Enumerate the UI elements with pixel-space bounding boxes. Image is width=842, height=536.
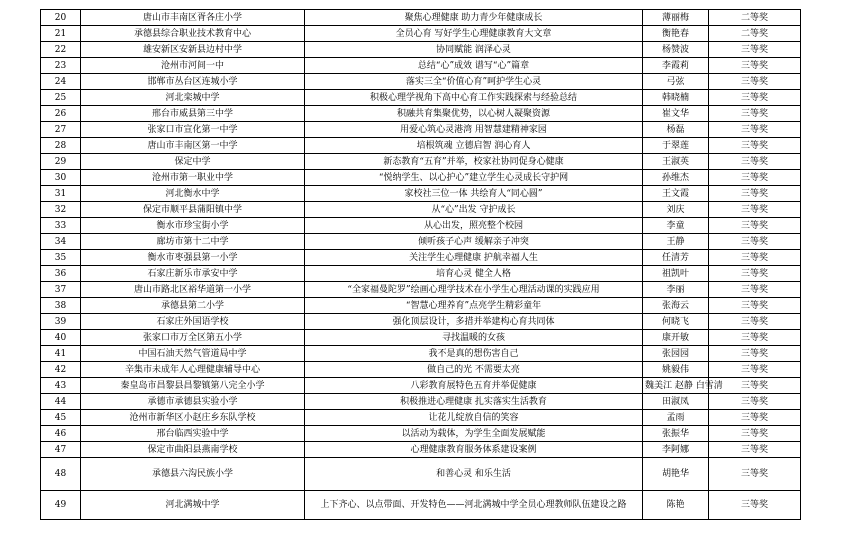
case-title-cell: “悦纳学生、以心护心”建立学生心灵成长守护网	[305, 170, 643, 186]
award-table	[40, 9, 801, 520]
school-cell: 石家庄新乐市承安中学	[81, 266, 305, 282]
row-number-cell: 48	[41, 458, 81, 491]
award-level-cell: 三等奖	[709, 346, 801, 362]
author-cell: 王静	[643, 234, 709, 250]
author-cell: 杨赞波	[643, 42, 709, 58]
row-number-cell: 37	[41, 282, 81, 298]
school-cell: 河北栾城中学	[81, 90, 305, 106]
school-cell: 唐山市路北区裕华道第一小学	[81, 282, 305, 298]
author-cell: 姚毅伟	[643, 362, 709, 378]
case-title-cell: 心理健康教育服务体系建设案例	[305, 442, 643, 458]
author-cell: 田淑凤	[643, 394, 709, 410]
table-row	[41, 170, 801, 186]
case-title-cell: 培根筑魂 立德启智 润心育人	[305, 138, 643, 154]
award-level-cell: 三等奖	[709, 442, 801, 458]
case-title-cell: 和善心灵 和乐生活	[305, 458, 643, 491]
school-cell: 衡水市枣强县第一小学	[81, 250, 305, 266]
author-cell: 杨磊	[643, 122, 709, 138]
row-number-cell: 34	[41, 234, 81, 250]
row-number-cell: 30	[41, 170, 81, 186]
school-cell: 张家口市宣化第一中学	[81, 122, 305, 138]
case-title-cell: 做自己的光 不需要太亮	[305, 362, 643, 378]
author-cell: 李霞莉	[643, 58, 709, 74]
case-title-cell: 从心出发，照亮整个校园	[305, 218, 643, 234]
table-row	[41, 282, 801, 298]
award-level-cell: 三等奖	[709, 42, 801, 58]
author-cell: 王文霞	[643, 186, 709, 202]
table-row	[41, 266, 801, 282]
author-cell: 任清芳	[643, 250, 709, 266]
table-row	[41, 491, 801, 520]
case-title-cell: 上下齐心、以点带面、开发特色——河北满城中学全员心理教师队伍建设之路	[305, 491, 643, 520]
award-level-cell: 二等奖	[709, 26, 801, 42]
author-cell: 魏美江 赵静 白雪清	[643, 378, 709, 394]
school-cell: 廊坊市第十二中学	[81, 234, 305, 250]
author-cell: 李童	[643, 218, 709, 234]
school-cell: 秦皇岛市昌黎县昌黎镇第八完全小学	[81, 378, 305, 394]
award-level-cell: 三等奖	[709, 170, 801, 186]
row-number-cell: 22	[41, 42, 81, 58]
row-number-cell: 28	[41, 138, 81, 154]
author-cell: 张海云	[643, 298, 709, 314]
case-title-cell: “智慧心理养育”点亮学生精彩童年	[305, 298, 643, 314]
row-number-cell: 45	[41, 410, 81, 426]
school-cell: 沧州市第一职业中学	[81, 170, 305, 186]
case-title-cell: 全员心育 写好学生心理健康教育大文章	[305, 26, 643, 42]
school-cell: 唐山市丰南区第一中学	[81, 138, 305, 154]
case-title-cell: 强化顶层设计，多措并举建构心育共同体	[305, 314, 643, 330]
award-level-cell: 三等奖	[709, 250, 801, 266]
table-row	[41, 298, 801, 314]
award-level-cell: 三等奖	[709, 202, 801, 218]
award-level-cell: 三等奖	[709, 298, 801, 314]
author-cell: 薄丽梅	[643, 10, 709, 26]
row-number-cell: 40	[41, 330, 81, 346]
case-title-cell: 倾听孩子心声 缓解亲子冲突	[305, 234, 643, 250]
table-row	[41, 26, 801, 42]
school-cell: 邯郸市丛台区连城小学	[81, 74, 305, 90]
school-cell: 张家口市万全区第五小学	[81, 330, 305, 346]
table-row	[41, 234, 801, 250]
table-row	[41, 458, 801, 491]
author-cell: 胡艳华	[643, 458, 709, 491]
row-number-cell: 24	[41, 74, 81, 90]
school-cell: 中国石油天然气管道局中学	[81, 346, 305, 362]
school-cell: 石家庄外国语学校	[81, 314, 305, 330]
row-number-cell: 32	[41, 202, 81, 218]
table-row	[41, 138, 801, 154]
school-cell: 唐山市丰南区胥各庄小学	[81, 10, 305, 26]
case-title-cell: 新态教育“五育”并举，校家社协同促身心健康	[305, 154, 643, 170]
author-cell: 张园园	[643, 346, 709, 362]
author-cell: 于翠莲	[643, 138, 709, 154]
school-cell: 衡水市珍宝街小学	[81, 218, 305, 234]
award-table-body	[41, 10, 801, 520]
award-level-cell: 三等奖	[709, 314, 801, 330]
author-cell: 陈艳	[643, 491, 709, 520]
row-number-cell: 38	[41, 298, 81, 314]
school-cell: 承德县第二小学	[81, 298, 305, 314]
case-title-cell: 家校社三位一体 共绘育人“同心圆”	[305, 186, 643, 202]
award-level-cell: 三等奖	[709, 378, 801, 394]
school-cell: 承德县综合职业技术教育中心	[81, 26, 305, 42]
author-cell: 祖凯叶	[643, 266, 709, 282]
row-number-cell: 35	[41, 250, 81, 266]
award-level-cell: 三等奖	[709, 90, 801, 106]
table-row	[41, 10, 801, 26]
author-cell: 弓弦	[643, 74, 709, 90]
author-cell: 康开敏	[643, 330, 709, 346]
award-level-cell: 三等奖	[709, 74, 801, 90]
table-row	[41, 106, 801, 122]
row-number-cell: 39	[41, 314, 81, 330]
author-cell: 崔文华	[643, 106, 709, 122]
author-cell: 王淑英	[643, 154, 709, 170]
school-cell: 承德市承德县实验小学	[81, 394, 305, 410]
case-title-cell: 总结“心”成效 谱写“心”篇章	[305, 58, 643, 74]
table-row	[41, 346, 801, 362]
school-cell: 河北衡水中学	[81, 186, 305, 202]
author-cell: 孙维杰	[643, 170, 709, 186]
row-number-cell: 21	[41, 26, 81, 42]
award-level-cell: 三等奖	[709, 234, 801, 250]
award-level-cell: 三等奖	[709, 394, 801, 410]
table-row	[41, 378, 801, 394]
case-title-cell: 我不是真的想伤害自己	[305, 346, 643, 362]
author-cell: 刘庆	[643, 202, 709, 218]
case-title-cell: 让花儿绽放自信的笑容	[305, 410, 643, 426]
school-cell: 承德县六沟民族小学	[81, 458, 305, 491]
case-title-cell: 以活动为载体，为学生全面发展赋能	[305, 426, 643, 442]
case-title-cell: 八彩教育展特色五育并举促健康	[305, 378, 643, 394]
table-row	[41, 330, 801, 346]
school-cell: 保定市顺平县蒲阳镇中学	[81, 202, 305, 218]
case-title-cell: 积极心理学视角下高中心育工作实践探索与经验总结	[305, 90, 643, 106]
row-number-cell: 20	[41, 10, 81, 26]
row-number-cell: 36	[41, 266, 81, 282]
award-list-sheet	[40, 9, 801, 520]
award-level-cell: 三等奖	[709, 218, 801, 234]
author-cell: 李丽	[643, 282, 709, 298]
award-level-cell: 三等奖	[709, 491, 801, 520]
row-number-cell: 26	[41, 106, 81, 122]
table-row	[41, 186, 801, 202]
school-cell: 沧州市河间一中	[81, 58, 305, 74]
case-title-cell: 关注学生心理健康 护航幸福人生	[305, 250, 643, 266]
award-level-cell: 三等奖	[709, 266, 801, 282]
award-level-cell: 三等奖	[709, 186, 801, 202]
award-level-cell: 三等奖	[709, 122, 801, 138]
award-level-cell: 三等奖	[709, 330, 801, 346]
case-title-cell: 积极推进心理健康 扎实落实生活教育	[305, 394, 643, 410]
row-number-cell: 27	[41, 122, 81, 138]
row-number-cell: 41	[41, 346, 81, 362]
author-cell: 何晓飞	[643, 314, 709, 330]
school-cell: 邢台临西实验中学	[81, 426, 305, 442]
table-row	[41, 122, 801, 138]
school-cell: 保定中学	[81, 154, 305, 170]
school-cell: 雄安新区安新县边村中学	[81, 42, 305, 58]
row-number-cell: 29	[41, 154, 81, 170]
row-number-cell: 23	[41, 58, 81, 74]
table-row	[41, 250, 801, 266]
table-row	[41, 74, 801, 90]
row-number-cell: 25	[41, 90, 81, 106]
school-cell: 辛集市未成年人心理健康辅导中心	[81, 362, 305, 378]
award-level-cell: 三等奖	[709, 154, 801, 170]
award-level-cell: 三等奖	[709, 426, 801, 442]
table-row	[41, 202, 801, 218]
award-level-cell: 三等奖	[709, 138, 801, 154]
case-title-cell: 从“心”出发 守护成长	[305, 202, 643, 218]
table-row	[41, 154, 801, 170]
case-title-cell: 用爱心筑心灵港湾 用智慧建精神家园	[305, 122, 643, 138]
award-level-cell: 三等奖	[709, 106, 801, 122]
author-cell: 衡艳春	[643, 26, 709, 42]
table-row	[41, 426, 801, 442]
row-number-cell: 42	[41, 362, 81, 378]
case-title-cell: 培育心灵 健全人格	[305, 266, 643, 282]
award-level-cell: 三等奖	[709, 410, 801, 426]
table-row	[41, 314, 801, 330]
author-cell: 孟雨	[643, 410, 709, 426]
table-row	[41, 58, 801, 74]
school-cell: 邢台市威县第三中学	[81, 106, 305, 122]
table-row	[41, 218, 801, 234]
school-cell: 保定市曲阳县燕南学校	[81, 442, 305, 458]
table-row	[41, 362, 801, 378]
row-number-cell: 49	[41, 491, 81, 520]
author-cell: 韩晓楠	[643, 90, 709, 106]
award-level-cell: 三等奖	[709, 458, 801, 491]
school-cell: 沧州市新华区小赵庄乡东队学校	[81, 410, 305, 426]
case-title-cell: “全家福曼陀罗”绘画心理学技术在小学生心理活动课的实践应用	[305, 282, 643, 298]
school-cell: 河北满城中学	[81, 491, 305, 520]
row-number-cell: 31	[41, 186, 81, 202]
award-level-cell: 三等奖	[709, 282, 801, 298]
table-row	[41, 42, 801, 58]
award-level-cell: 三等奖	[709, 58, 801, 74]
row-number-cell: 43	[41, 378, 81, 394]
table-row	[41, 442, 801, 458]
author-cell: 李阿娜	[643, 442, 709, 458]
case-title-cell: 寻找温暖的女孩	[305, 330, 643, 346]
case-title-cell: 落实三全“价值心育”呵护学生心灵	[305, 74, 643, 90]
row-number-cell: 44	[41, 394, 81, 410]
case-title-cell: 聚焦心理健康 助力青少年健康成长	[305, 10, 643, 26]
award-level-cell: 二等奖	[709, 10, 801, 26]
table-row	[41, 90, 801, 106]
author-cell: 张振华	[643, 426, 709, 442]
table-row	[41, 394, 801, 410]
award-level-cell: 三等奖	[709, 362, 801, 378]
table-row	[41, 410, 801, 426]
case-title-cell: 协同赋能 润泽心灵	[305, 42, 643, 58]
row-number-cell: 47	[41, 442, 81, 458]
row-number-cell: 33	[41, 218, 81, 234]
case-title-cell: 积融共育集聚优势，以心树人凝聚资源	[305, 106, 643, 122]
row-number-cell: 46	[41, 426, 81, 442]
